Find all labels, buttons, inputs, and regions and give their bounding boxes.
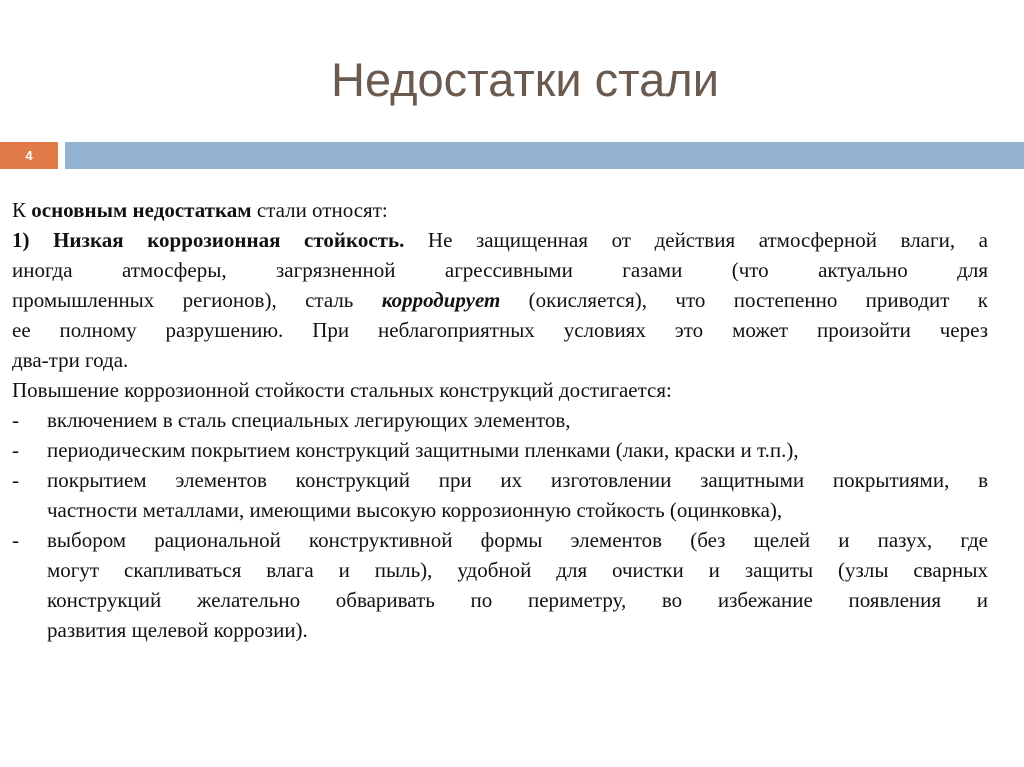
list-item-line: частности металлами, имеющими высокую коррозионную стойкость (оцинковка),: [47, 498, 783, 522]
list-item-text: [47, 525, 988, 645]
bold-text: основным недостаткам: [31, 198, 252, 222]
slide-title: Недостатки стали: [331, 53, 719, 106]
bullet-dash: -: [12, 438, 19, 462]
list-item-text: [47, 465, 988, 525]
bullet-dash: -: [12, 408, 19, 432]
list-item-line: покрытием элементов конструкций при их изготовлении защитными покрытиями, в: [47, 468, 988, 492]
list-item-line: выбором рациональной конструктивной формы элементов (без щелей и пазух, где: [47, 528, 988, 552]
list-item-line: включением в сталь специальных легирующих элементов,: [47, 408, 571, 432]
bullet-dash: -: [12, 528, 19, 552]
text: промышленных регионов), сталь: [12, 288, 382, 312]
point1-heading: 1) Низкая коррозионная стойкость.: [12, 228, 405, 252]
intro-line: [12, 195, 988, 225]
list-item-text: [47, 435, 988, 465]
header-bar: [65, 142, 1024, 169]
list-item: [12, 405, 988, 435]
text: (окисляется), что постепенно приводит к: [500, 288, 988, 312]
point1-line: два-три года.: [12, 348, 129, 372]
emphasis-text: корродирует: [381, 288, 501, 312]
list-item-line: развития щелевой коррозии).: [47, 618, 308, 642]
measures-list: [12, 405, 988, 645]
bullet-dash: -: [12, 468, 19, 492]
slide-number: 4: [0, 142, 58, 169]
measures-heading: Повышение коррозионной стойкости стальных конструкций достигается:: [12, 378, 672, 402]
list-item-text: [47, 405, 988, 435]
text: К: [12, 198, 32, 222]
text: Не защищенная от действия атмосферной влаги, а: [404, 228, 989, 252]
point1-line: [12, 285, 988, 315]
point1-line: иногда атмосферы, загрязненной агрессивными газами (что актуально для: [12, 258, 988, 282]
point1-line: ее полному разрушению. При неблагоприятных условиях это может произойти через: [12, 318, 988, 342]
slide-body: [12, 195, 988, 645]
list-item-line: конструкций желательно обваривать по периметру, во избежание появления и: [47, 588, 988, 612]
list-item: [12, 435, 988, 465]
point1-line: [12, 225, 988, 255]
text: стали относят:: [251, 198, 388, 222]
list-item-line: периодическим покрытием конструкций защитными пленками (лаки, краски и т.п.),: [47, 438, 799, 462]
list-item: [12, 465, 988, 525]
list-item-line: могут скапливаться влага и пыль), удобной для очистки и защиты (узлы сварных: [47, 558, 988, 582]
list-item: [12, 525, 988, 645]
